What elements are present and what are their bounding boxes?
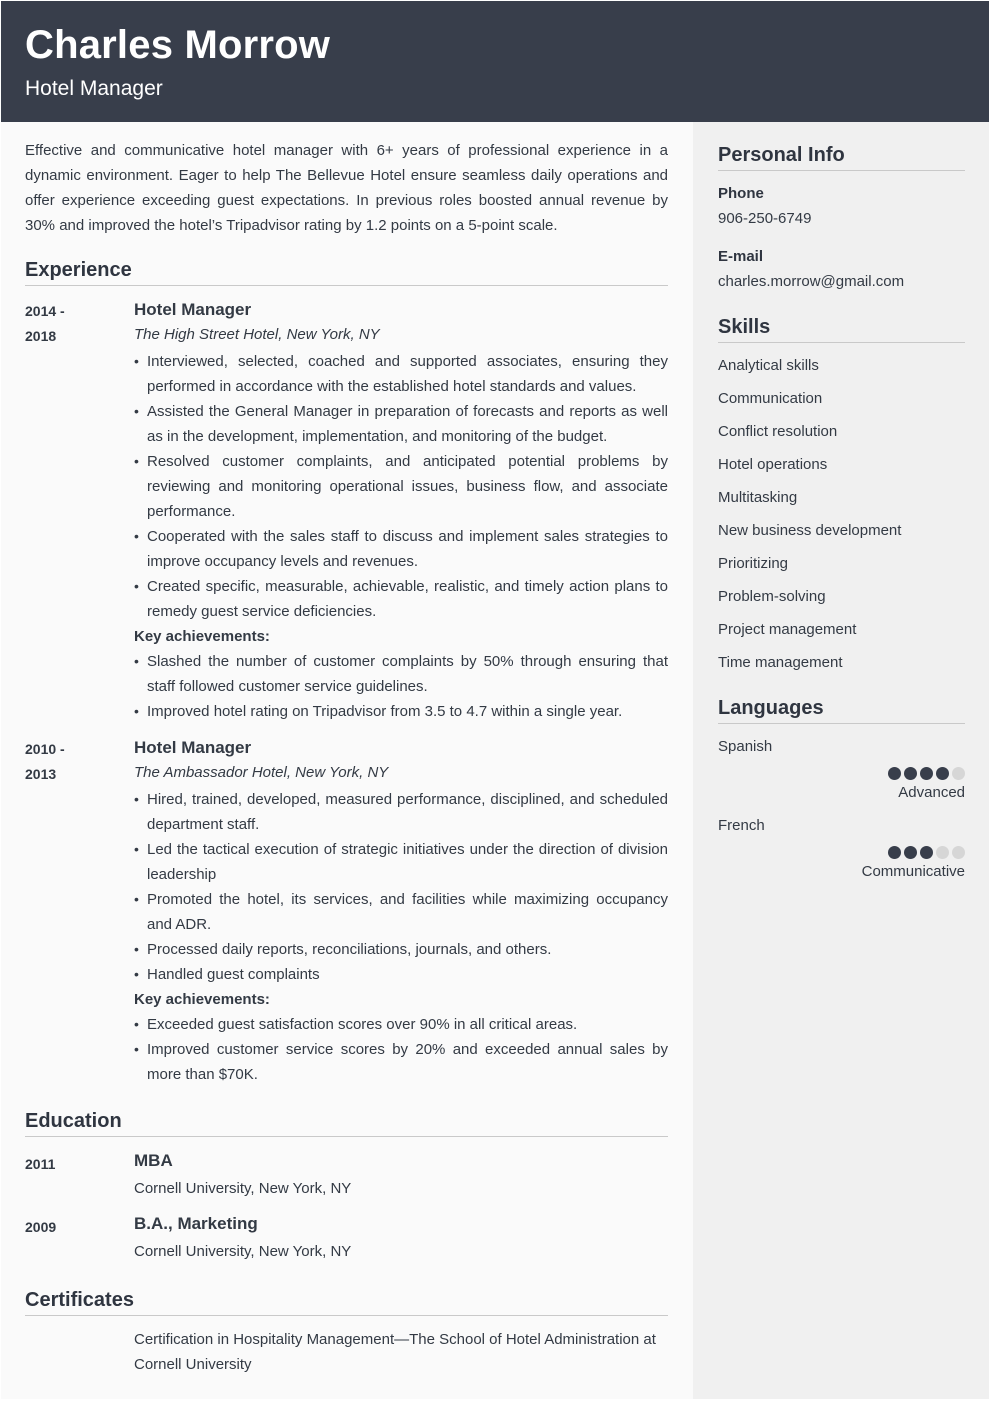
rating-dot-filled — [888, 846, 901, 859]
summary-text: Effective and communicative hotel manager with 6+ years of professional experience in a dynamic environment. Eager to help The Bellevue Hotel ensure seamless daily operations and offer experience exceeding guest expectations. In previous roles boosted annual revenue by 30% and improved the hotel’s Tripadvisor rating by 1.2 points on a 5-point scale. — [25, 142, 668, 234]
language-level: Advanced — [898, 784, 965, 801]
rating-dot-empty — [952, 846, 965, 859]
skill-item: Time management — [718, 654, 843, 671]
sidebar — [693, 122, 989, 1399]
skill-item: Analytical skills — [718, 357, 819, 374]
job-title: Hotel Manager — [134, 300, 252, 319]
rating-dot-filled — [920, 767, 933, 780]
skill-item: Communication — [718, 390, 823, 407]
education-year: 2011 — [25, 1156, 56, 1172]
skill-item: New business development — [718, 522, 902, 539]
skill-item: Multitasking — [718, 489, 798, 506]
job-duty-item: • Created specific, measurable, achievable, realistic, and timely action plans to remedy guest service deficiencies. — [134, 574, 668, 624]
job-date-end: 2018 — [25, 328, 57, 344]
education-year: 2009 — [25, 1219, 57, 1235]
education-degree: B.A., Marketing — [134, 1214, 258, 1233]
skills-heading: Skills — [718, 314, 965, 343]
language-name: Spanish — [718, 738, 773, 755]
email-label: E-mail — [718, 248, 764, 265]
education-details — [134, 1149, 351, 1204]
certificates-heading: Certificates — [25, 1287, 668, 1316]
language-level: Communicative — [861, 863, 965, 880]
rating-dot-filled — [888, 767, 901, 780]
skill-item: Project management — [718, 621, 857, 638]
job-date-end: 2013 — [25, 766, 57, 782]
job-duty-item: • Processed daily reports, reconciliations, journals, and others. — [134, 937, 668, 962]
job-duty-item: • Led the tactical execution of strategic initiatives under the direction of division leadership — [134, 837, 668, 887]
skill-item: Hotel operations — [718, 456, 828, 473]
job-duties — [134, 787, 668, 987]
education-entry — [25, 1212, 668, 1267]
phone-value: 906-250-6749 — [718, 210, 812, 227]
skill-item: Conflict resolution — [718, 423, 838, 440]
education-details — [134, 1212, 351, 1267]
skill-item: Prioritizing — [718, 555, 789, 572]
language-rating — [718, 846, 965, 859]
education-entry — [25, 1149, 668, 1204]
job-dates — [25, 298, 134, 724]
job-achievements — [134, 649, 668, 724]
achievement-item: • Improved hotel rating on Tripadvisor from 3.5 to 4.7 within a single year. — [134, 699, 668, 724]
languages-heading: Languages — [718, 695, 965, 724]
phone-label: Phone — [718, 185, 764, 202]
job-title: Hotel Manager — [134, 738, 252, 757]
job-employer: The Ambassador Hotel, New York, NY — [134, 764, 389, 781]
resume-page — [1, 1, 989, 1399]
job-duties — [134, 349, 668, 624]
resume-header — [1, 1, 989, 122]
job-employer: The High Street Hotel, New York, NY — [134, 326, 380, 343]
rating-dot-filled — [936, 767, 949, 780]
rating-dot-filled — [904, 767, 917, 780]
rating-dot-empty — [936, 846, 949, 859]
education-heading: Education — [25, 1108, 668, 1137]
job-duty-item: • Resolved customer complaints, and anticipated potential problems by reviewing and monitoring operational issues, business flow, and associate performance. — [134, 449, 668, 524]
key-achievements-label: Key achievements: — [134, 991, 270, 1008]
education-degree: MBA — [134, 1151, 173, 1170]
job-duty-item: • Cooperated with the sales staff to discuss and implement sales strategies to improve occupancy levels and revenues. — [134, 524, 668, 574]
personal-info-heading: Personal Info — [718, 142, 965, 171]
experience-heading: Experience — [25, 257, 668, 286]
job-dates — [25, 736, 134, 1087]
job-duty-item: • Assisted the General Manager in preparation of forecasts and reports as well as in the development, implementation, and monitoring of the budget. — [134, 399, 668, 449]
experience-entry — [25, 298, 668, 724]
skill-item: Problem-solving — [718, 588, 826, 605]
education-school: Cornell University, New York, NY — [134, 1180, 352, 1197]
job-duty-item: • Interviewed, selected, coached and supported associates, ensuring they performed in accordance with the established hotel standards and values. — [134, 349, 668, 399]
main-column — [25, 122, 668, 1377]
language-entry — [718, 816, 965, 882]
achievement-item: • Improved customer service scores by 20% and exceeded annual sales by more than $70K. — [134, 1037, 668, 1087]
rating-dot-filled — [920, 846, 933, 859]
job-details — [134, 298, 668, 724]
language-rating — [718, 767, 965, 780]
language-entry — [718, 737, 965, 803]
language-name: French — [718, 817, 765, 834]
rating-dot-empty — [952, 767, 965, 780]
job-date-start: 2014 - — [25, 303, 65, 319]
sidebar-content — [718, 122, 965, 882]
experience-entry — [25, 736, 668, 1087]
candidate-name: Charles Morrow — [25, 23, 331, 67]
achievement-item: • Exceeded guest satisfaction scores over 90% in all critical areas. — [134, 1012, 668, 1037]
job-date-start: 2010 - — [25, 741, 65, 757]
job-duty-item: • Handled guest complaints — [134, 962, 668, 987]
key-achievements-label: Key achievements: — [134, 628, 270, 645]
job-achievements — [134, 1012, 668, 1087]
job-duty-item: • Promoted the hotel, its services, and facilities while maximizing occupancy and ADR. — [134, 887, 668, 937]
email-value[interactable]: charles.morrow@gmail.com — [718, 273, 905, 290]
education-school: Cornell University, New York, NY — [134, 1243, 352, 1260]
job-details — [134, 736, 668, 1087]
certificate-item: Certification in Hospitality Management—The School of Hotel Administration at Cornell University — [134, 1331, 656, 1373]
rating-dot-filled — [904, 846, 917, 859]
job-duty-item: • Hired, trained, developed, measured performance, disciplined, and scheduled department staff. — [134, 787, 668, 837]
candidate-title: Hotel Manager — [25, 77, 163, 100]
achievement-item: • Slashed the number of customer complaints by 50% through ensuring that staff followed customer service guidelines. — [134, 649, 668, 699]
